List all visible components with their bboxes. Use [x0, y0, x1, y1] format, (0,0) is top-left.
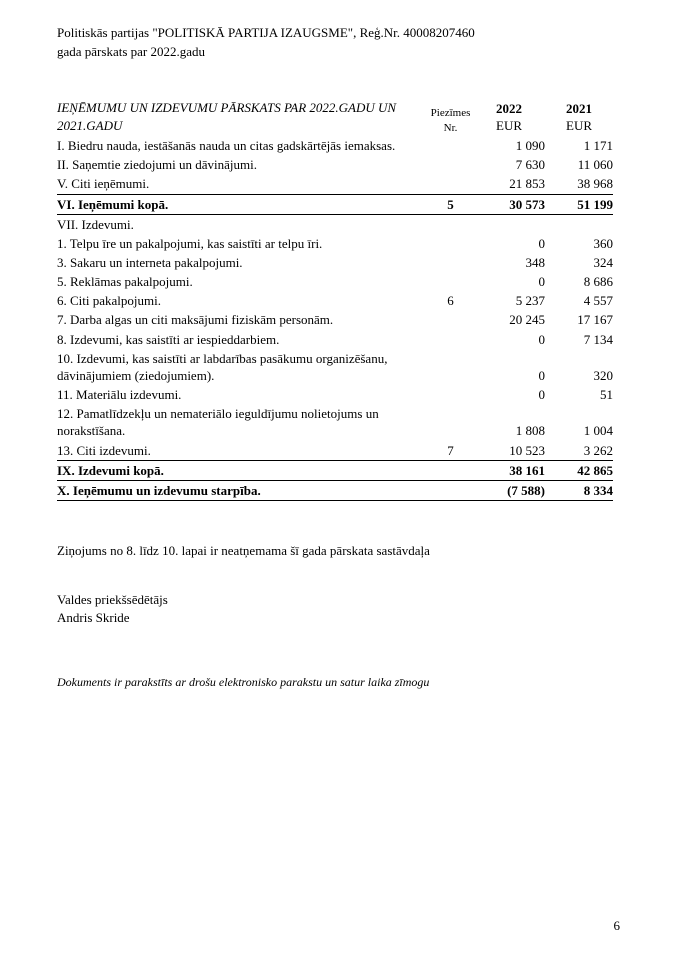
row-notes [428, 349, 473, 385]
row-notes [428, 253, 473, 272]
table-row-total-expenses [57, 460, 613, 480]
table-row-net-result [57, 480, 613, 500]
row-value-2022: 38 161 [509, 462, 545, 478]
row-notes [428, 460, 473, 480]
row-value-2021: 38 968 [577, 176, 613, 192]
row-label: II. Saņemtie ziedojumi un dāvinājumi. [57, 157, 258, 173]
table-row [57, 349, 613, 385]
row-notes [428, 174, 473, 194]
row-label: VII. Izdevumi. [57, 216, 134, 232]
row-notes [428, 310, 473, 329]
row-value-2022: 30 573 [509, 196, 545, 212]
document-header [57, 24, 623, 62]
row-value-2022: 1 808 [515, 423, 545, 439]
row-notes: 6 [447, 293, 454, 309]
row-value-2021: 51 199 [577, 196, 613, 212]
row-notes: 5 [447, 196, 454, 212]
row-value-2022: 7 630 [515, 157, 545, 173]
table-row [57, 330, 613, 349]
row-value-2021: 4 557 [583, 293, 613, 309]
income-expense-statement-table [57, 98, 613, 501]
table-row-total-income [57, 194, 613, 214]
row-label: 7. Darba algas un citi maksājumi fiziskām personām. [57, 312, 334, 328]
row-value-2021: 11 060 [577, 157, 613, 173]
row-label: 3. Sakaru un interneta pakalpojumi. [57, 255, 243, 270]
table-row [57, 253, 613, 272]
row-notes [428, 480, 473, 500]
row-value-2022: 1 090 [515, 138, 545, 154]
row-label: 12. Pamatlīdzekļu un nemateriālo ieguldījumu nolietojums un norakstīšana. [57, 406, 379, 439]
table-row [57, 234, 613, 253]
table-row [57, 310, 613, 329]
row-value-2021: 3 262 [583, 442, 613, 458]
row-value-2021: 360 [593, 235, 613, 251]
row-value-2022 [473, 214, 545, 234]
row-value-2021: 8 686 [583, 274, 613, 290]
row-value-2021: 324 [593, 255, 613, 270]
row-value-2022: 0 [538, 367, 545, 383]
row-label: V. Citi ieņēmumi. [57, 176, 150, 192]
row-value-2021 [545, 214, 613, 234]
table-row [57, 404, 613, 440]
row-notes [428, 214, 473, 234]
row-value-2022: 10 523 [509, 442, 545, 458]
row-notes [428, 234, 473, 253]
row-label: 10. Izdevumi, kas saistīti ar labdarības pasākumu organizēšanu, dāvinājumiem (ziedojumiem). [57, 350, 388, 383]
row-label: X. Ieņēmumu un izdevumu starpība. [57, 482, 261, 498]
row-value-2022: 0 [538, 331, 545, 347]
row-value-2021: 1 004 [583, 423, 613, 439]
table-row [57, 441, 613, 461]
header-line-1: Politiskās partijas "POLITISKĀ PARTIJA IZAUGSME", Reģ.Nr. 40008207460 [57, 25, 475, 40]
statement-title-line-2: 2021.GADU [57, 117, 123, 133]
row-value-2021: 1 171 [583, 138, 613, 154]
signature-title: Valdes priekšsēdētājs [57, 592, 168, 608]
row-value-2022: (7 588) [507, 482, 545, 498]
header-line-2: gada pārskats par 2022.gadu [57, 43, 206, 59]
signature-block [57, 591, 623, 627]
row-label: 1. Telpu īre un pakalpojumi, kas saistīti ar telpu īri. [57, 235, 323, 251]
table-row [57, 272, 613, 291]
row-notes [428, 404, 473, 440]
table-row [57, 174, 613, 194]
signature-name: Andris Skride [57, 610, 130, 626]
row-value-2021: 8 334 [583, 482, 613, 498]
column-header-2022: 2022 EUR [496, 101, 522, 134]
table-row [57, 385, 613, 404]
column-header-2021: 2021 EUR [566, 101, 592, 134]
row-value-2022: 348 [525, 255, 545, 270]
report-integral-note: Ziņojums no 8. līdz 10. lapai ir neatņemama šī gada pārskata sastāvdaļa [57, 543, 430, 559]
row-notes [428, 155, 473, 174]
row-value-2021: 42 865 [577, 462, 613, 478]
row-value-2022: 0 [538, 387, 545, 403]
statement-title-line-1: IEŅĒMUMU UN IZDEVUMU PĀRSKATS PAR 2022.GADU UN [57, 99, 397, 115]
row-notes [428, 272, 473, 291]
row-value-2022: 20 245 [509, 312, 545, 328]
row-label: 5. Reklāmas pakalpojumi. [57, 274, 193, 290]
row-value-2021: 7 134 [583, 331, 613, 347]
statement-title [57, 98, 428, 136]
row-label: 11. Materiālu izdevumi. [57, 387, 182, 403]
row-value-2021: 17 167 [577, 312, 613, 328]
table-row-section [57, 214, 613, 234]
row-label: VI. Ieņēmumi kopā. [57, 196, 169, 212]
row-label: 6. Citi pakalpojumi. [57, 293, 161, 309]
row-label: I. Biedru nauda, iestāšanās nauda un citas gadskārtējās iemaksas. [57, 138, 396, 154]
electronic-signature-note: Dokuments ir parakstīts ar drošu elektronisko parakstu un satur laika zīmogu [57, 675, 430, 690]
table-row [57, 136, 613, 155]
column-header-notes: Piezīmes Nr. [430, 107, 471, 134]
table-row [57, 155, 613, 174]
row-label: IX. Izdevumi kopā. [57, 462, 164, 478]
table-row [57, 291, 613, 310]
row-value-2021: 320 [593, 367, 613, 383]
page-number: 6 [613, 918, 620, 933]
table-header-row [57, 98, 613, 136]
row-label: 8. Izdevumi, kas saistīti ar iespieddarbiem. [57, 331, 280, 347]
row-value-2022: 5 237 [515, 293, 545, 309]
row-notes [428, 385, 473, 404]
row-value-2022: 0 [538, 235, 545, 251]
row-label: 13. Citi izdevumi. [57, 442, 151, 458]
row-notes [428, 330, 473, 349]
row-notes: 7 [447, 442, 454, 458]
row-value-2021: 51 [600, 387, 613, 403]
row-value-2022: 21 853 [509, 176, 545, 192]
row-value-2022: 0 [538, 274, 545, 290]
row-notes [428, 136, 473, 155]
